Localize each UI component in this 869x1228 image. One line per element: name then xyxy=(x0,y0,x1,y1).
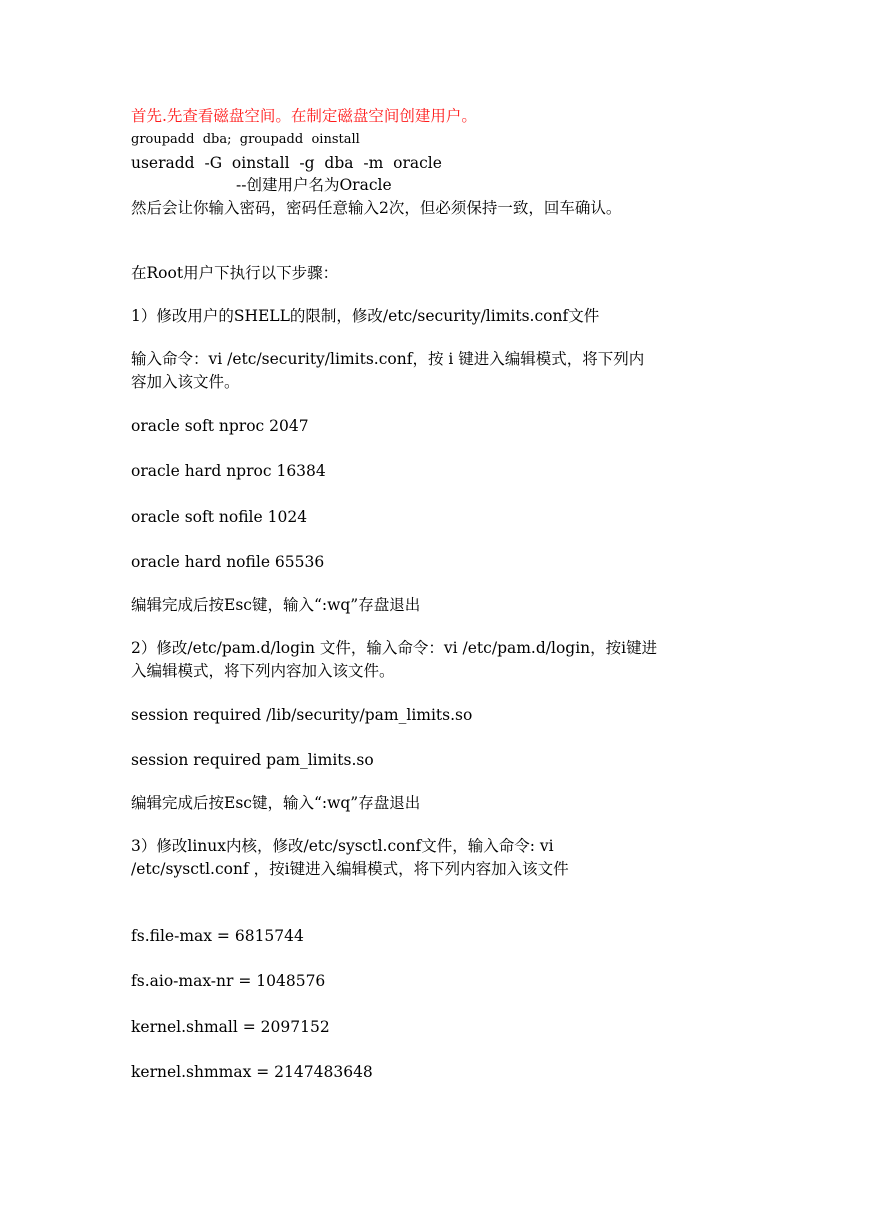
pam-entry: session required /lib/security/pam_limits.so xyxy=(131,706,473,724)
sysctl-entry: fs.aio-max-nr = 1048576 xyxy=(131,972,326,990)
sysctl-entry: kernel.shmmax = 2147483648 xyxy=(131,1063,373,1081)
step1-instruction-line1: 输入命令：vi /etc/security/limits.conf，按 i 键进入编辑模式，将下列内 xyxy=(131,350,645,368)
step2-instruction-line1: 2）修改/etc/pam.d/login 文件，输入命令：vi /etc/pam.d/login，按i键进 xyxy=(131,639,658,657)
intro-red-text: 首先.先查看磁盘空间。在制定磁盘空间创建用户。 xyxy=(131,107,477,125)
step1-instruction-line2: 容加入该文件。 xyxy=(131,373,240,391)
step1-title: 1）修改用户的SHELL的限制，修改/etc/security/limits.conf文件 xyxy=(131,307,600,325)
sysctl-entry: fs.file-max = 6815744 xyxy=(131,927,304,945)
step1-save-note: 编辑完成后按Esc键，输入“:wq”存盘退出 xyxy=(131,596,421,614)
step2-instruction-line2: 入编辑模式，将下列内容加入该文件。 xyxy=(131,662,395,680)
step3-instruction-line2: /etc/sysctl.conf ，按i键进入编辑模式，将下列内容加入该文件 xyxy=(131,860,569,878)
useradd-command: useradd -G oinstall -g dba -m oracle xyxy=(131,154,442,172)
root-steps-heading: 在Root用户下执行以下步骤： xyxy=(131,264,339,282)
pam-entry: session required pam_limits.so xyxy=(131,751,374,769)
sysctl-entry: kernel.shmall = 2097152 xyxy=(131,1018,330,1036)
limits-entry: oracle hard nofile 65536 xyxy=(131,553,325,571)
step3-instruction-line1: 3）修改linux内核，修改/etc/sysctl.conf文件，输入命令: vi xyxy=(131,837,554,855)
limits-entry: oracle soft nofile 1024 xyxy=(131,508,308,526)
limits-entry: oracle soft nproc 2047 xyxy=(131,417,309,435)
step2-save-note: 编辑完成后按Esc键，输入“:wq”存盘退出 xyxy=(131,794,421,812)
limits-entry: oracle hard nproc 16384 xyxy=(131,462,326,480)
groupadd-command: groupadd dba; groupadd oinstall xyxy=(131,132,360,147)
useradd-comment: --创建用户名为Oracle xyxy=(236,176,392,194)
password-note: 然后会让你输入密码，密码任意输入2次，但必须保持一致，回车确认。 xyxy=(131,199,622,217)
